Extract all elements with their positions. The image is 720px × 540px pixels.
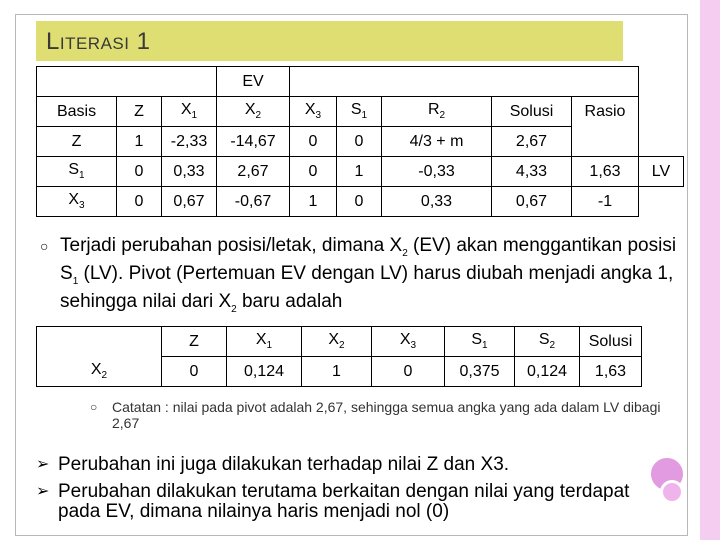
empty-cell bbox=[639, 97, 684, 127]
table2-header-row bbox=[37, 327, 642, 357]
table-cell: 4/3 + m bbox=[382, 127, 492, 157]
table-row bbox=[37, 187, 684, 217]
empty-cell bbox=[37, 67, 117, 97]
basis-cell: $X_2$ bbox=[37, 357, 162, 387]
basis-cell: Z bbox=[37, 127, 117, 157]
column-header: Z bbox=[117, 97, 162, 127]
column-header: $R_2$ bbox=[382, 97, 492, 127]
empty-cell bbox=[639, 187, 684, 217]
table-cell: 0 bbox=[337, 187, 382, 217]
table-cell: 2,67 bbox=[492, 127, 572, 157]
table-cell: 0,124 bbox=[227, 357, 302, 387]
table-cell: -2,33 bbox=[162, 127, 217, 157]
table-cell: 0 bbox=[337, 127, 382, 157]
new-x2-row-table bbox=[36, 326, 642, 387]
title-bar bbox=[36, 21, 623, 61]
column-header: Basis bbox=[37, 97, 117, 127]
arrow-bullet-icon: ➢ bbox=[36, 483, 50, 500]
table-cell: 1 bbox=[337, 157, 382, 187]
table-cell: 4,33 bbox=[492, 157, 572, 187]
table-cell: 0 bbox=[117, 187, 162, 217]
column-header: $S_1$ bbox=[445, 327, 515, 357]
column-header: Z bbox=[162, 327, 227, 357]
side-decoration bbox=[700, 0, 720, 540]
table-cell: 0,33 bbox=[382, 187, 492, 217]
basis-cell: $S_1$ bbox=[37, 157, 117, 187]
table-row bbox=[37, 357, 642, 387]
column-header: Rasio bbox=[572, 97, 639, 127]
table-cell: -0,67 bbox=[217, 187, 290, 217]
arrow-bullet-icon: ➢ bbox=[36, 456, 50, 473]
column-header: $X_1$ bbox=[162, 97, 217, 127]
simplex-table-1 bbox=[36, 66, 684, 217]
table-cell: -14,67 bbox=[217, 127, 290, 157]
table-cell: 0,124 bbox=[515, 357, 580, 387]
basis-cell: $X_3$ bbox=[37, 187, 117, 217]
column-header: $X_2$ bbox=[302, 327, 372, 357]
table-cell: -0,33 bbox=[382, 157, 492, 187]
table-cell: 0,375 bbox=[445, 357, 515, 387]
table-cell: 0 bbox=[372, 357, 445, 387]
table-cell: 1,63 bbox=[580, 357, 642, 387]
table1-header-row bbox=[37, 97, 684, 127]
table-cell: 1 bbox=[302, 357, 372, 387]
hollow-circle-bullet-icon: ○ bbox=[90, 400, 98, 414]
table-cell: 0 bbox=[290, 127, 337, 157]
table-cell: 0 bbox=[117, 157, 162, 187]
table-cell: 1 bbox=[290, 187, 337, 217]
table-cell: 0,67 bbox=[492, 187, 572, 217]
table-cell: 0,33 bbox=[162, 157, 217, 187]
table-cell: 1 bbox=[117, 127, 162, 157]
slide-title: LITERASI 1 bbox=[46, 28, 151, 55]
column-header: Solusi bbox=[580, 327, 642, 357]
empty-cell bbox=[37, 327, 162, 357]
table-row bbox=[37, 127, 684, 157]
column-header: $X_3$ bbox=[290, 97, 337, 127]
table-cell: 0,67 bbox=[162, 187, 217, 217]
column-header: $X_2$ bbox=[217, 97, 290, 127]
column-header: Solusi bbox=[492, 97, 572, 127]
table-cell: 1,63 bbox=[572, 157, 639, 187]
table-cell: 2,67 bbox=[217, 157, 290, 187]
hollow-circle-bullet-icon: ○ bbox=[40, 238, 49, 254]
column-header: $S_2$ bbox=[515, 327, 580, 357]
decor-circle-small bbox=[660, 480, 684, 504]
table-row bbox=[37, 157, 684, 187]
table-cell: -1 bbox=[572, 187, 639, 217]
empty-cell bbox=[639, 127, 684, 157]
column-header: $S_1$ bbox=[337, 97, 382, 127]
table-cell bbox=[572, 127, 639, 157]
table-cell: 0 bbox=[290, 157, 337, 187]
column-header: $X_1$ bbox=[227, 327, 302, 357]
table-cell: 0 bbox=[162, 357, 227, 387]
lv-label: LV bbox=[639, 157, 684, 187]
column-header: $X_3$ bbox=[372, 327, 445, 357]
ev-label: EV bbox=[217, 67, 290, 97]
